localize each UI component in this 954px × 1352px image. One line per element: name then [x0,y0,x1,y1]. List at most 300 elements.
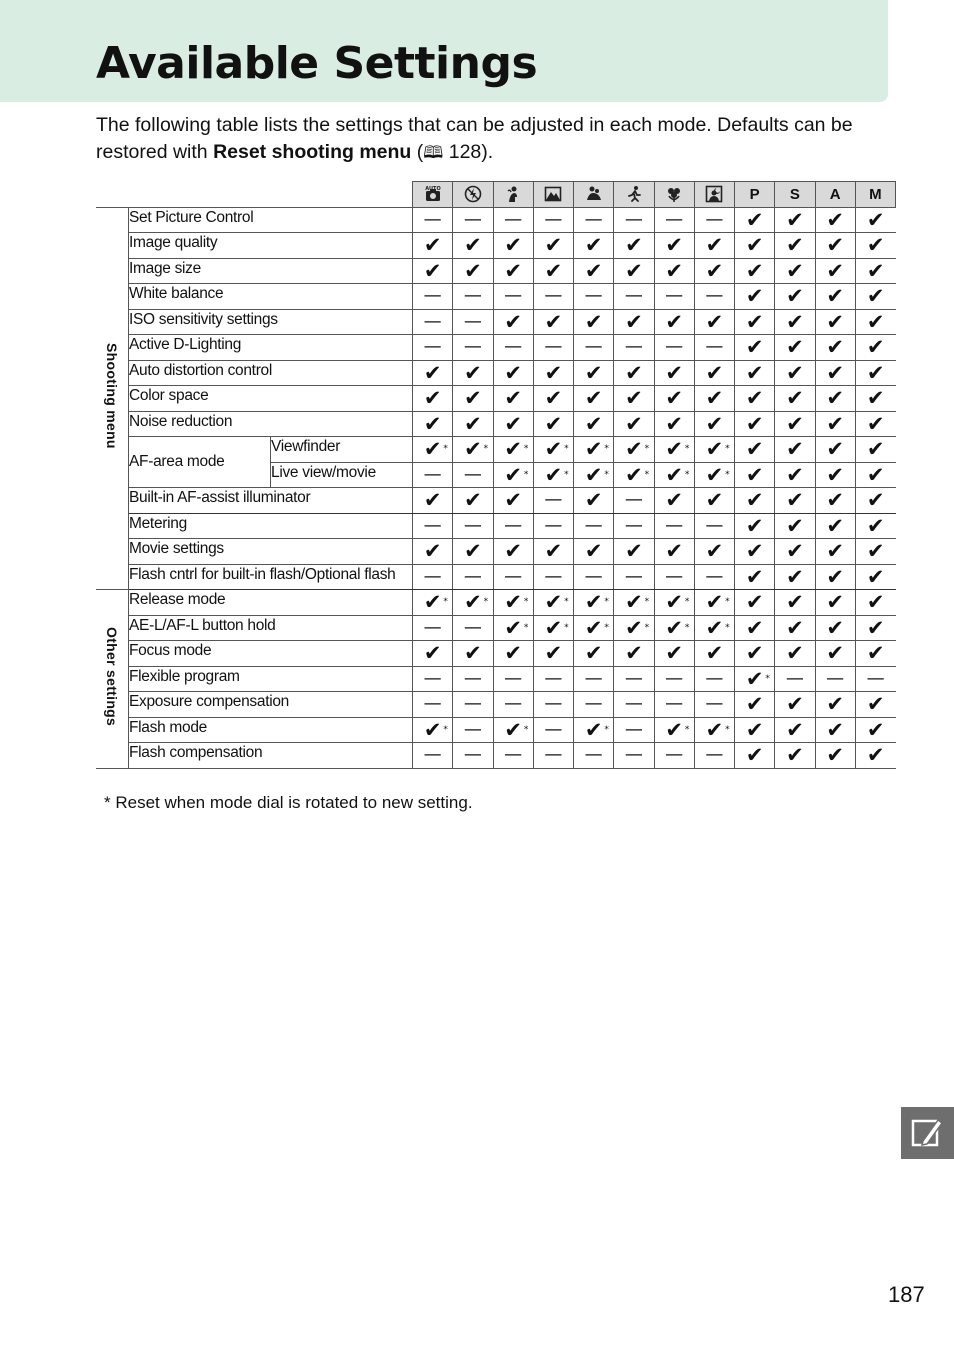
check-icon: ✔ [504,411,522,436]
not-available-dash: — [654,743,694,769]
available-check [493,258,533,284]
available-check [694,258,734,284]
available-check [775,309,815,335]
mode-m-header: M [855,182,895,208]
check-icon: ✔ [826,641,844,666]
category-other-settings [96,590,129,769]
available-check [493,233,533,259]
check-icon: ✔ [826,284,844,309]
check-icon: ✔ [786,717,804,742]
check-icon: ✔ [504,360,522,385]
available-check [413,717,453,743]
available-check [453,258,493,284]
check-icon: ✔ [826,411,844,436]
check-icon: ✔ [544,539,563,564]
footnote-marker: * [564,597,569,607]
not-available-dash: — [413,564,453,590]
check-icon: ✔ [745,284,764,309]
available-check [775,437,815,463]
footnote-marker: * [684,724,690,735]
check-icon: ✔ [826,233,844,258]
check-icon: ✔ [786,284,804,309]
available-check [574,309,614,335]
check-icon: ✔ [745,386,764,411]
available-check [735,488,775,514]
table-row [96,641,896,667]
not-available-dash: — [413,309,453,335]
check-icon: ✔ [826,513,844,538]
check-icon: ✔ [745,411,764,436]
check-icon: ✔ [544,386,563,411]
footnote-marker: * [765,673,770,684]
check-icon: ✔ [826,386,844,411]
available-check [855,258,895,284]
check-icon: ✔ [745,233,764,258]
available-check [413,488,453,514]
check-icon: ✔ [866,488,885,513]
check-icon: ✔ [745,692,764,717]
available-check [775,411,815,437]
available-check [815,233,855,259]
footnote-marker: * [684,597,690,607]
not-available-dash: — [533,692,573,718]
not-available-dash: — [453,462,493,488]
available-check [574,233,614,259]
available-check [735,641,775,667]
available-check [413,539,453,565]
close-up-icon [654,182,694,208]
available-check [855,386,895,412]
available-check [815,717,855,743]
landscape-icon [533,182,573,208]
check-icon: ✔ [464,386,482,411]
available-check [533,615,573,641]
available-check [533,309,573,335]
available-check [453,437,493,463]
check-icon: ✔ [745,615,764,640]
available-check [533,590,573,616]
not-available-dash: — [694,513,734,539]
check-icon: ✔ [826,743,844,768]
not-available-dash: — [574,513,614,539]
check-icon: ✔ [786,437,804,462]
available-check [694,437,734,463]
available-check [533,258,573,284]
check-icon: ✔ [584,386,603,411]
setting-name: Noise reduction [129,411,413,437]
auto-icon [413,182,453,208]
available-check [735,437,775,463]
check-icon: ✔ [786,641,804,666]
available-check [815,692,855,718]
not-available-dash: — [855,666,895,692]
available-check [694,309,734,335]
available-check [574,488,614,514]
check-icon: ✔ [866,615,885,640]
available-check [654,411,694,437]
available-check [694,641,734,667]
not-available-dash: — [574,666,614,692]
available-check [654,462,694,488]
available-check [855,641,895,667]
available-check [815,615,855,641]
category-shooting-menu [96,207,129,590]
available-check [815,335,855,361]
not-available-dash: — [413,666,453,692]
available-check [453,641,493,667]
available-check [815,360,855,386]
check-icon: ✔ [705,411,724,436]
available-check [493,386,533,412]
check-icon: ✔ [423,437,442,462]
setting-name: Image size [129,258,413,284]
available-check [574,615,614,641]
check-icon: ✔ [504,386,522,411]
check-icon: ✔ [625,539,643,564]
available-check [413,590,453,616]
not-available-dash: — [574,207,614,233]
category-label: Shooting menu [104,342,120,449]
table-row [96,207,896,233]
footnote-marker: * [644,469,650,480]
check-icon: ✔ [826,539,844,564]
not-available-dash: — [533,666,573,692]
setting-name: Auto distortion control [129,360,413,386]
check-icon: ✔ [866,335,885,360]
not-available-dash: — [413,615,453,641]
available-check [815,411,855,437]
available-check [413,233,453,259]
available-check [614,462,654,488]
sports-icon [614,182,654,208]
mode-a-header: A [815,182,855,208]
not-available-dash: — [493,207,533,233]
check-icon: ✔ [786,692,804,717]
check-icon: ✔ [826,258,844,283]
footnote-marker: * [604,622,609,633]
check-icon: ✔ [745,360,764,385]
available-check [654,360,694,386]
available-check [815,488,855,514]
side-tab [901,1107,954,1159]
available-check [493,539,533,565]
book-icon: 🕮 [423,143,444,163]
check-icon: ✔ [786,462,804,487]
table-row [96,564,896,590]
check-icon: ✔ [745,564,764,589]
available-check [614,539,654,565]
check-icon: ✔ [665,437,683,462]
available-check [815,590,855,616]
available-check [614,641,654,667]
check-icon: ✔ [504,258,522,283]
table-row [96,258,896,284]
check-icon: ✔ [464,539,482,564]
check-icon: ✔ [786,233,804,258]
available-check [855,564,895,590]
available-check [654,233,694,259]
footnote-marker: * [523,622,529,633]
not-available-dash: — [413,513,453,539]
check-icon: ✔ [504,641,522,666]
intro-text-2: ( [411,141,424,163]
check-icon: ✔ [665,462,683,487]
not-available-dash: — [533,743,573,769]
available-check [614,309,654,335]
not-available-dash: — [614,284,654,310]
available-check [694,411,734,437]
not-available-dash: — [533,207,573,233]
available-check [735,692,775,718]
check-icon: ✔ [705,233,724,258]
not-available-dash: — [533,564,573,590]
check-icon: ✔ [544,462,563,487]
table-row [96,590,896,616]
available-check [533,641,573,667]
available-check [815,309,855,335]
available-check [775,386,815,412]
available-check [493,590,533,616]
check-icon: ✔ [745,590,764,615]
check-icon: ✔ [464,258,482,283]
not-available-dash: — [574,743,614,769]
check-icon: ✔ [826,360,844,385]
available-check [694,539,734,565]
available-check [775,743,815,769]
check-icon: ✔ [866,258,885,283]
check-icon: ✔ [826,335,844,360]
check-icon: ✔ [584,233,603,258]
available-check [855,411,895,437]
available-check [775,360,815,386]
check-icon: ✔ [625,411,643,436]
check-icon: ✔ [786,615,804,640]
footnote-marker: * [684,622,690,633]
check-icon: ✔ [866,462,885,487]
not-available-dash: — [533,488,573,514]
category-label: Other settings [104,626,120,726]
check-icon: ✔ [464,360,482,385]
available-check [735,539,775,565]
check-icon: ✔ [544,590,563,615]
reset-shooting-menu-label: Reset shooting menu [213,141,412,163]
setting-name: Flash cntrl for built-in flash/Optional flash [129,564,413,590]
footnote-marker: * [604,724,609,735]
check-icon: ✔ [705,360,724,385]
check-icon: ✔ [826,488,844,513]
check-icon: ✔ [866,692,885,717]
footnote-marker: * [443,444,448,454]
check-icon: ✔ [504,590,522,615]
check-icon: ✔ [705,539,724,564]
available-check [574,717,614,743]
check-icon: ✔ [504,437,522,462]
table-row [96,743,896,769]
not-available-dash: — [453,513,493,539]
available-check [855,233,895,259]
setting-name: Focus mode [129,641,413,667]
not-available-dash: — [533,284,573,310]
table-row [96,666,896,692]
not-available-dash: — [694,564,734,590]
available-check [775,233,815,259]
setting-name: Movie settings [129,539,413,565]
available-check [493,462,533,488]
available-check [493,309,533,335]
table-row [96,411,896,437]
available-check [493,717,533,743]
available-check [614,360,654,386]
not-available-dash: — [533,513,573,539]
header-blank [96,182,413,208]
check-icon: ✔ [423,590,442,615]
check-icon: ✔ [826,692,844,717]
check-icon: ✔ [584,641,603,666]
check-icon: ✔ [464,411,482,436]
available-check [815,539,855,565]
available-check [614,615,654,641]
check-icon: ✔ [866,590,885,615]
not-available-dash: — [493,666,533,692]
available-check [654,590,694,616]
check-icon: ✔ [665,717,683,742]
check-icon: ✔ [625,615,643,640]
setting-name: Set Picture Control [129,207,413,233]
check-icon: ✔ [745,641,764,666]
available-check [413,258,453,284]
check-icon: ✔ [745,539,764,564]
available-check [855,743,895,769]
not-available-dash: — [614,335,654,361]
check-icon: ✔ [826,590,844,615]
footnote-marker: * [684,469,690,480]
check-icon: ✔ [625,360,643,385]
not-available-dash: — [614,692,654,718]
footnote-marker: * [523,597,529,607]
check-icon: ✔ [665,233,683,258]
settings-table [96,181,896,769]
not-available-dash: — [413,335,453,361]
available-check [815,462,855,488]
table-row [96,360,896,386]
available-check [574,386,614,412]
not-available-dash: — [574,692,614,718]
available-check [493,615,533,641]
check-icon: ✔ [745,488,764,513]
available-check [855,207,895,233]
check-icon: ✔ [423,539,442,564]
footnote-marker: * [564,444,569,454]
available-check [775,513,815,539]
check-icon: ✔ [826,309,844,334]
available-check [654,309,694,335]
check-icon: ✔ [584,488,603,513]
not-available-dash: — [493,335,533,361]
available-check [654,641,694,667]
footnote-marker: * [725,622,730,633]
page-reference: 128). [443,141,494,163]
available-check [614,386,654,412]
check-icon: ✔ [625,386,643,411]
not-available-dash: — [654,207,694,233]
check-icon: ✔ [786,386,804,411]
check-icon: ✔ [584,717,603,742]
available-check [815,284,855,310]
check-icon: ✔ [544,360,563,385]
footnote-marker: * [644,597,650,607]
available-check [654,258,694,284]
not-available-dash: — [654,284,694,310]
available-check [493,488,533,514]
setting-name: ISO sensitivity settings [129,309,413,335]
not-available-dash: — [453,666,493,692]
check-icon: ✔ [866,411,885,436]
check-icon: ✔ [665,590,683,615]
available-check [413,360,453,386]
available-check [735,513,775,539]
available-check [855,360,895,386]
available-check [775,284,815,310]
footnote-marker: * [684,444,690,454]
footnote-marker: * [564,622,569,633]
available-check [694,590,734,616]
setting-name: Color space [129,386,413,412]
available-check [815,437,855,463]
setting-subname: Viewfinder [271,437,413,463]
available-check [735,743,775,769]
check-icon: ✔ [705,615,724,640]
check-icon: ✔ [866,564,885,589]
check-icon: ✔ [866,539,885,564]
available-check [775,564,815,590]
check-icon: ✔ [786,207,804,232]
setting-name: Exposure compensation [129,692,413,718]
available-check [735,564,775,590]
available-check [775,590,815,616]
check-icon: ✔ [423,488,442,513]
check-icon: ✔ [866,386,885,411]
check-icon: ✔ [584,615,603,640]
available-check [855,437,895,463]
check-icon: ✔ [745,258,764,283]
table-row [96,386,896,412]
check-icon: ✔ [544,641,563,666]
available-check [815,386,855,412]
check-icon: ✔ [745,309,764,334]
check-icon: ✔ [544,615,563,640]
check-icon: ✔ [866,360,885,385]
available-check [735,360,775,386]
setting-name: Release mode [129,590,413,616]
check-icon: ✔ [423,258,442,283]
check-icon: ✔ [464,233,482,258]
available-check [413,641,453,667]
check-icon: ✔ [464,488,482,513]
not-available-dash: — [614,717,654,743]
check-icon: ✔ [786,743,804,768]
check-icon: ✔ [584,258,603,283]
not-available-dash: — [614,564,654,590]
check-icon: ✔ [423,386,442,411]
check-icon: ✔ [786,258,804,283]
pencil-icon [901,1107,954,1159]
check-icon: ✔ [665,360,683,385]
check-icon: ✔ [584,411,603,436]
available-check [614,590,654,616]
available-check [533,462,573,488]
not-available-dash: — [493,743,533,769]
available-check [735,233,775,259]
